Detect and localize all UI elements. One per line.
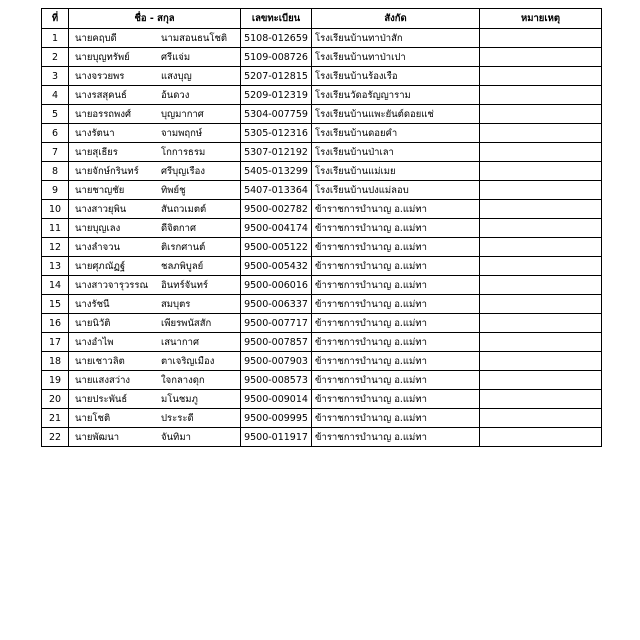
table-row [42, 295, 602, 314]
last-name: ติเรกศานต์ [161, 241, 206, 253]
registration-number: 5207-012815 [241, 67, 312, 86]
first-name: นายเชาวลิต [75, 355, 125, 367]
last-name: จามพฤกษ์ [161, 127, 203, 139]
affiliation: ข้าราชการบำนาญ อ.แม่ทา [312, 409, 480, 428]
remarks [480, 162, 602, 181]
registration-number: 9500-009014 [241, 390, 312, 409]
person-name [69, 200, 241, 219]
registration-number: 9500-002782 [241, 200, 312, 219]
registration-number: 5405-013299 [241, 162, 312, 181]
affiliation: ข้าราชการบำนาญ อ.แม่ทา [312, 428, 480, 447]
table-row [42, 409, 602, 428]
affiliation: โรงเรียนบ้านทาป่าเปา [312, 48, 480, 67]
registration-number: 5109-008726 [241, 48, 312, 67]
person-name [69, 276, 241, 295]
table-row [42, 200, 602, 219]
registration-number: 9500-009995 [241, 409, 312, 428]
last-name: สันถวเมตต์ [161, 203, 207, 215]
registration-number: 5108-012659 [241, 29, 312, 48]
person-name [69, 333, 241, 352]
first-name: นางรัตนา [75, 127, 115, 139]
person-name [69, 181, 241, 200]
affiliation: ข้าราชการบำนาญ อ.แม่ทา [312, 276, 480, 295]
first-name: นายพัฒนา [75, 431, 120, 443]
table-row [42, 390, 602, 409]
remarks [480, 29, 602, 48]
table-row [42, 29, 602, 48]
table-row [42, 67, 602, 86]
affiliation: ข้าราชการบำนาญ อ.แม่ทา [312, 371, 480, 390]
table-row [42, 143, 602, 162]
person-name [69, 105, 241, 124]
header-name: ชื่อ - สกุล [69, 9, 241, 29]
registration-number: 5209-012319 [241, 86, 312, 105]
header-no: ที่ [42, 9, 69, 29]
first-name: นายประพันธ์ [75, 393, 128, 405]
person-name [69, 86, 241, 105]
first-name: นายจักษ์กรินทร์ [75, 165, 139, 177]
row-number: 5 [42, 105, 69, 124]
table-row [42, 333, 602, 352]
registration-number: 5305-012316 [241, 124, 312, 143]
last-name: จันทิมา [161, 431, 191, 443]
row-number: 3 [42, 67, 69, 86]
last-name: สมบุตร [161, 298, 191, 310]
person-name [69, 143, 241, 162]
first-name: นายคฤบดี [75, 32, 117, 44]
row-number: 6 [42, 124, 69, 143]
last-name: ชลภพิบูลย์ [161, 260, 204, 272]
first-name: นางลำจวน [75, 241, 121, 253]
table-row [42, 105, 602, 124]
table-row [42, 124, 602, 143]
person-name [69, 67, 241, 86]
affiliation: ข้าราชการบำนาญ อ.แม่ทา [312, 314, 480, 333]
remarks [480, 67, 602, 86]
first-name: นางสาวยุพิน [75, 203, 127, 215]
row-number: 22 [42, 428, 69, 447]
remarks [480, 238, 602, 257]
remarks [480, 181, 602, 200]
row-number: 18 [42, 352, 69, 371]
table-row [42, 86, 602, 105]
last-name: เพียรพนัสสัก [161, 317, 212, 329]
registration-number: 5407-013364 [241, 181, 312, 200]
table-row [42, 276, 602, 295]
first-name: นางสาวจารุวรรณ [75, 279, 149, 291]
row-number: 13 [42, 257, 69, 276]
remarks [480, 276, 602, 295]
registration-number: 9500-007717 [241, 314, 312, 333]
remarks [480, 48, 602, 67]
person-name [69, 124, 241, 143]
affiliation: โรงเรียนบ้านแพะยันต์ดอยแช่ [312, 105, 480, 124]
person-name [69, 428, 241, 447]
affiliation: โรงเรียนบ้านทาป่าสัก [312, 29, 480, 48]
registration-number: 9500-005432 [241, 257, 312, 276]
affiliation: ข้าราชการบำนาญ อ.แม่ทา [312, 200, 480, 219]
person-name [69, 162, 241, 181]
registration-number: 5304-007759 [241, 105, 312, 124]
header-remarks: หมายเหตุ [480, 9, 602, 29]
remarks [480, 86, 602, 105]
row-number: 15 [42, 295, 69, 314]
table-row [42, 219, 602, 238]
table-row [42, 428, 602, 447]
registration-number: 9500-006016 [241, 276, 312, 295]
remarks [480, 257, 602, 276]
row-number: 8 [42, 162, 69, 181]
affiliation: ข้าราชการบำนาญ อ.แม่ทา [312, 390, 480, 409]
person-name [69, 48, 241, 67]
remarks [480, 352, 602, 371]
person-name [69, 314, 241, 333]
last-name: อินทร์จันทร์ [161, 279, 208, 291]
first-name: นางรัชนี [75, 298, 110, 310]
person-name [69, 29, 241, 48]
last-name: ดีจิตกาศ [161, 222, 197, 234]
person-name [69, 409, 241, 428]
registration-number: 9500-004174 [241, 219, 312, 238]
header-row [42, 9, 602, 29]
remarks [480, 371, 602, 390]
last-name: บุญมากาศ [161, 108, 204, 120]
last-name: ประระดี [161, 412, 194, 424]
first-name: นายแสงสว่าง [75, 374, 131, 386]
header-registration: เลขทะเบียน [241, 9, 312, 29]
row-number: 19 [42, 371, 69, 390]
row-number: 11 [42, 219, 69, 238]
row-number: 9 [42, 181, 69, 200]
row-number: 1 [42, 29, 69, 48]
affiliation: โรงเรียนบ้านปงแม่ลอบ [312, 181, 480, 200]
registration-number: 9500-011917 [241, 428, 312, 447]
roster-table [41, 8, 602, 447]
first-name: นางรสสุคนธ์ [75, 89, 127, 101]
registration-number: 9500-008573 [241, 371, 312, 390]
registration-number: 9500-005122 [241, 238, 312, 257]
last-name: ใจกลางดุก [161, 374, 205, 386]
row-number: 4 [42, 86, 69, 105]
person-name [69, 352, 241, 371]
last-name: ศรีบุญเรือง [161, 165, 205, 177]
affiliation: โรงเรียนบ้านร้องเรือ [312, 67, 480, 86]
first-name: นายโชติ [75, 412, 111, 424]
table-row [42, 238, 602, 257]
registration-number: 9500-007903 [241, 352, 312, 371]
registration-number: 9500-007857 [241, 333, 312, 352]
first-name: นางจรวยพร [75, 70, 125, 82]
person-name [69, 371, 241, 390]
remarks [480, 295, 602, 314]
last-name: ตาเจริญเมือง [161, 355, 215, 367]
last-name: มโนชมภู [161, 393, 198, 405]
row-number: 20 [42, 390, 69, 409]
remarks [480, 333, 602, 352]
person-name [69, 238, 241, 257]
row-number: 16 [42, 314, 69, 333]
remarks [480, 200, 602, 219]
last-name: ทิพย์ชู [161, 184, 186, 196]
affiliation: ข้าราชการบำนาญ อ.แม่ทา [312, 352, 480, 371]
last-name: อ้นดวง [161, 89, 190, 101]
remarks [480, 409, 602, 428]
row-number: 21 [42, 409, 69, 428]
remarks [480, 124, 602, 143]
first-name: นายสุเธียร [75, 146, 118, 158]
table-row [42, 181, 602, 200]
table-row [42, 352, 602, 371]
roster-body [42, 29, 602, 447]
last-name: โกการธรม [161, 146, 206, 158]
row-number: 10 [42, 200, 69, 219]
table-row [42, 162, 602, 181]
affiliation: โรงเรียนบ้านป่าเลา [312, 143, 480, 162]
row-number: 7 [42, 143, 69, 162]
last-name: ศรีแจ่ม [161, 51, 191, 63]
table-row [42, 314, 602, 333]
header-affiliation: สังกัด [312, 9, 480, 29]
affiliation: ข้าราชการบำนาญ อ.แม่ทา [312, 333, 480, 352]
first-name: นายชาญชัย [75, 184, 125, 196]
table-row [42, 48, 602, 67]
person-name [69, 390, 241, 409]
row-number: 14 [42, 276, 69, 295]
affiliation: ข้าราชการบำนาญ อ.แม่ทา [312, 257, 480, 276]
remarks [480, 105, 602, 124]
remarks [480, 143, 602, 162]
last-name: แสงบุญ [161, 70, 192, 82]
affiliation: โรงเรียนวัดอรัญญาราม [312, 86, 480, 105]
row-number: 2 [42, 48, 69, 67]
last-name: นามสอนธนโชติ [161, 32, 228, 44]
row-number: 17 [42, 333, 69, 352]
last-name: เสนากาศ [161, 336, 199, 348]
remarks [480, 390, 602, 409]
registration-number: 9500-006337 [241, 295, 312, 314]
table-row [42, 257, 602, 276]
affiliation: ข้าราชการบำนาญ อ.แม่ทา [312, 238, 480, 257]
table-row [42, 371, 602, 390]
registration-number: 5307-012192 [241, 143, 312, 162]
first-name: นายนิวัติ [75, 317, 111, 329]
affiliation: โรงเรียนบ้านแม่เมย [312, 162, 480, 181]
first-name: นายบุญทรัพย์ [75, 51, 130, 63]
first-name: นางอำไพ [75, 336, 114, 348]
affiliation: โรงเรียนบ้านดอยคำ [312, 124, 480, 143]
person-name [69, 219, 241, 238]
affiliation: ข้าราชการบำนาญ อ.แม่ทา [312, 219, 480, 238]
first-name: นายอรรถพงศ์ [75, 108, 131, 120]
person-name [69, 295, 241, 314]
remarks [480, 219, 602, 238]
row-number: 12 [42, 238, 69, 257]
person-name [69, 257, 241, 276]
first-name: นายบุญเลง [75, 222, 121, 234]
remarks [480, 428, 602, 447]
first-name: นายศุภณัฏฐ์ [75, 260, 126, 272]
remarks [480, 314, 602, 333]
affiliation: ข้าราชการบำนาญ อ.แม่ทา [312, 295, 480, 314]
